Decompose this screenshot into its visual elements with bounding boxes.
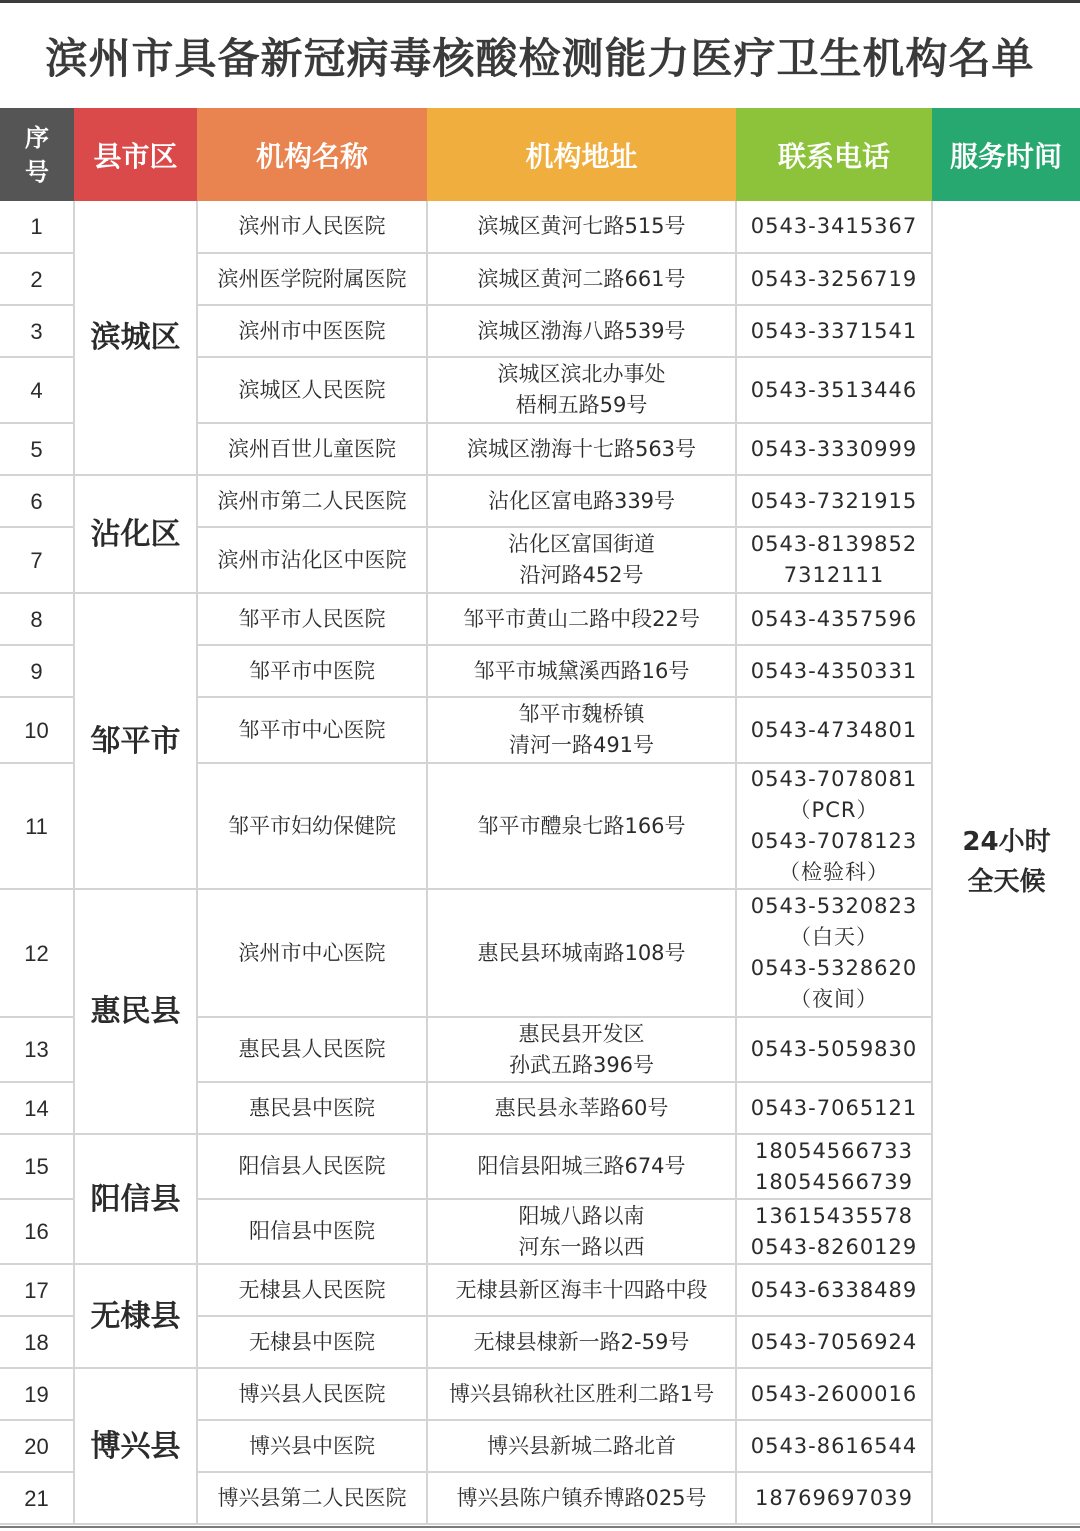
service-time-line: 24小时 <box>962 827 1051 857</box>
institution-name-cell: 邹平市中医院 <box>197 645 427 697</box>
header-contact-phone: 联系电话 <box>736 108 932 201</box>
phone-line: 18054566739 <box>755 1169 913 1194</box>
contact-phone-cell <box>736 1368 932 1420</box>
institution-address-cell <box>427 253 736 305</box>
institution-address-cell <box>427 1472 736 1524</box>
phone-line: 0543-7078123 <box>750 829 918 853</box>
serial-number-cell: 2 <box>0 253 74 305</box>
county-cell: 博兴县 <box>74 1368 197 1524</box>
address-line: 沿河路452号 <box>519 563 644 587</box>
contact-phone-cell <box>736 763 932 889</box>
header-serial-number <box>0 108 74 201</box>
phone-line: 0543-3371541 <box>750 318 918 343</box>
phone-line: 13615435578 <box>755 1203 913 1228</box>
phone-line: 0543-4357596 <box>750 606 918 631</box>
address-line: 惠民县环城南路108号 <box>477 940 686 965</box>
institution-name-cell: 滨州市沾化区中医院 <box>197 527 427 593</box>
address-line: 滨城区滨北办事处 <box>497 362 666 386</box>
institution-name-cell: 惠民县人民医院 <box>197 1017 427 1082</box>
institution-name-cell: 邹平市妇幼保健院 <box>197 763 427 889</box>
phone-line: （白天） <box>790 925 878 949</box>
table-row <box>0 475 1080 527</box>
institution-name-cell: 阳信县人民医院 <box>197 1134 427 1199</box>
institution-address-cell <box>427 697 736 763</box>
address-line: 无棣县棣新一路2-59号 <box>473 1329 690 1354</box>
address-line: 阳信县阳城三路674号 <box>477 1154 686 1178</box>
serial-number-cell: 7 <box>0 527 74 593</box>
institution-address-cell <box>427 593 736 645</box>
phone-line: 0543-8616544 <box>750 1433 918 1458</box>
phone-line: 0543-3256719 <box>750 266 918 291</box>
county-cell: 无棣县 <box>74 1264 197 1368</box>
address-line: 沾化区富电路339号 <box>487 488 676 513</box>
contact-phone-cell <box>736 1264 932 1316</box>
institution-name-cell: 无棣县中医院 <box>197 1316 427 1368</box>
address-line: 河东一路以西 <box>518 1234 645 1259</box>
serial-number-cell: 16 <box>0 1199 74 1264</box>
header-serial-char-1: 序 <box>25 123 49 152</box>
institution-name-cell: 邹平市人民医院 <box>197 593 427 645</box>
contact-phone-cell <box>736 1134 932 1199</box>
institution-name-cell: 滨州市第二人民医院 <box>197 475 427 527</box>
contact-phone-cell <box>736 423 932 475</box>
phone-line: 0543-7321915 <box>750 488 918 513</box>
institution-address-cell <box>427 475 736 527</box>
phone-line: 0543-3513446 <box>750 377 918 402</box>
address-line: 博兴县锦秋社区胜利二路1号 <box>448 1381 715 1406</box>
table-header-row <box>0 108 1080 201</box>
address-line: 阳城八路以南 <box>518 1203 645 1228</box>
table-row <box>0 1368 1080 1420</box>
phone-line: 0543-4734801 <box>750 717 918 742</box>
service-time-cell <box>932 201 1080 1524</box>
serial-number-cell: 11 <box>0 763 74 889</box>
institution-address-cell <box>427 1134 736 1199</box>
phone-line: 0543-5059830 <box>750 1037 918 1061</box>
contact-phone-cell <box>736 527 932 593</box>
contact-phone-cell <box>736 697 932 763</box>
address-line: 清河一路491号 <box>508 733 655 757</box>
institution-name-cell: 无棣县人民医院 <box>197 1264 427 1316</box>
address-line: 滨城区黄河二路661号 <box>477 266 686 291</box>
institution-address-cell <box>427 1420 736 1472</box>
institution-address-cell <box>427 763 736 889</box>
phone-line: 0543-5320823 <box>750 894 918 918</box>
phone-line: 0543-8260129 <box>750 1234 918 1259</box>
address-line: 滨城区渤海十七路563号 <box>466 436 697 461</box>
contact-phone-cell <box>736 253 932 305</box>
table-body <box>0 201 1080 1524</box>
serial-number-cell: 21 <box>0 1472 74 1524</box>
institution-address-cell <box>427 357 736 423</box>
header-institution-name: 机构名称 <box>197 108 427 201</box>
phone-line: 0543-6338489 <box>750 1277 918 1302</box>
top-rule <box>0 0 1080 3</box>
header-county: 县市区 <box>74 108 197 201</box>
contact-phone-cell <box>736 889 932 1017</box>
contact-phone-cell <box>736 1420 932 1472</box>
county-cell: 惠民县 <box>74 889 197 1134</box>
contact-phone-cell <box>736 201 932 253</box>
phone-line: 0543-3415367 <box>750 214 918 238</box>
serial-number-cell: 17 <box>0 1264 74 1316</box>
institution-name-cell: 滨州百世儿童医院 <box>197 423 427 475</box>
institution-name-cell: 博兴县中医院 <box>197 1420 427 1472</box>
contact-phone-cell <box>736 305 932 357</box>
serial-number-cell: 10 <box>0 697 74 763</box>
phone-line: 18769697039 <box>755 1485 913 1510</box>
county-cell: 滨城区 <box>74 201 197 475</box>
header-service-time: 服务时间 <box>932 108 1080 201</box>
address-line: 邹平市黄山二路中段22号 <box>463 606 700 631</box>
contact-phone-cell <box>736 357 932 423</box>
institution-name-cell: 阳信县中医院 <box>197 1199 427 1264</box>
address-line: 滨城区黄河七路515号 <box>477 214 686 238</box>
phone-line: 0543-7056924 <box>750 1329 918 1354</box>
phone-line: （PCR） <box>789 798 879 822</box>
address-line: 沾化区富国街道 <box>508 532 655 556</box>
address-line: 孙武五路396号 <box>508 1052 655 1077</box>
address-line: 邹平市魏桥镇 <box>518 702 645 726</box>
institution-address-cell <box>427 1199 736 1264</box>
phone-line: 0543-5328620 <box>750 956 918 980</box>
address-line: 邹平市醴泉七路166号 <box>477 813 686 838</box>
phone-line: 0543-2600016 <box>750 1381 918 1406</box>
institution-name-cell: 博兴县人民医院 <box>197 1368 427 1420</box>
address-line: 博兴县陈户镇乔博路025号 <box>456 1485 707 1510</box>
table-row <box>0 1134 1080 1199</box>
contact-phone-cell <box>736 475 932 527</box>
address-line: 无棣县新区海丰十四路中段 <box>455 1277 708 1302</box>
table-row <box>0 201 1080 253</box>
address-line: 惠民县永莘路60号 <box>494 1095 669 1120</box>
institution-name-cell: 滨州市中医医院 <box>197 305 427 357</box>
serial-number-cell: 13 <box>0 1017 74 1082</box>
serial-number-cell: 9 <box>0 645 74 697</box>
contact-phone-cell <box>736 1199 932 1264</box>
institution-table <box>0 108 1080 1525</box>
serial-number-cell: 6 <box>0 475 74 527</box>
serial-number-cell: 3 <box>0 305 74 357</box>
institution-address-cell <box>427 527 736 593</box>
county-cell: 邹平市 <box>74 593 197 889</box>
institution-name-cell: 博兴县第二人民医院 <box>197 1472 427 1524</box>
institution-address-cell <box>427 1316 736 1368</box>
address-line: 梧桐五路59号 <box>515 393 648 417</box>
address-line: 滨城区渤海八路539号 <box>477 318 686 343</box>
institution-name-cell: 滨州医学院附属医院 <box>197 253 427 305</box>
serial-number-cell: 20 <box>0 1420 74 1472</box>
county-cell: 阳信县 <box>74 1134 197 1264</box>
institution-name-cell: 滨州市中心医院 <box>197 889 427 1017</box>
contact-phone-cell <box>736 1082 932 1134</box>
table-row <box>0 1264 1080 1316</box>
institution-name-cell: 邹平市中心医院 <box>197 697 427 763</box>
phone-line: 18054566733 <box>755 1138 913 1163</box>
serial-number-cell: 14 <box>0 1082 74 1134</box>
institution-address-cell <box>427 1264 736 1316</box>
serial-number-cell: 15 <box>0 1134 74 1199</box>
header-serial-char-2: 号 <box>25 157 49 186</box>
serial-number-cell: 5 <box>0 423 74 475</box>
contact-phone-cell <box>736 1472 932 1524</box>
institution-address-cell <box>427 1017 736 1082</box>
institution-address-cell <box>427 305 736 357</box>
county-cell: 沾化区 <box>74 475 197 593</box>
phone-line: 7312111 <box>783 563 885 587</box>
address-line: 惠民县开发区 <box>518 1021 645 1046</box>
institution-address-cell <box>427 423 736 475</box>
institution-name-cell: 滨城区人民医院 <box>197 357 427 423</box>
institution-address-cell <box>427 889 736 1017</box>
institution-name-cell: 滨州市人民医院 <box>197 201 427 253</box>
institution-address-cell <box>427 645 736 697</box>
table-row <box>0 593 1080 645</box>
phone-line: （夜间） <box>790 987 878 1011</box>
institution-name-cell: 惠民县中医院 <box>197 1082 427 1134</box>
contact-phone-cell <box>736 593 932 645</box>
contact-phone-cell <box>736 1316 932 1368</box>
institution-address-cell <box>427 1082 736 1134</box>
serial-number-cell: 8 <box>0 593 74 645</box>
serial-number-cell: 1 <box>0 201 74 253</box>
phone-line: （检验科） <box>779 860 889 884</box>
phone-line: 0543-4350331 <box>750 658 918 683</box>
institution-address-cell <box>427 1368 736 1420</box>
serial-number-cell: 18 <box>0 1316 74 1368</box>
serial-number-cell: 4 <box>0 357 74 423</box>
phone-line: 0543-3330999 <box>750 436 918 461</box>
address-line: 博兴县新城二路北首 <box>487 1433 676 1458</box>
header-institution-address: 机构地址 <box>427 108 736 201</box>
serial-number-cell: 12 <box>0 889 74 1017</box>
contact-phone-cell <box>736 1017 932 1082</box>
serial-number-cell: 19 <box>0 1368 74 1420</box>
page-title: 滨州市具备新冠病毒核酸检测能力医疗卫生机构名单 <box>45 34 1035 83</box>
phone-line: 0543-7065121 <box>750 1095 918 1120</box>
phone-line: 0543-7078081 <box>750 767 918 791</box>
address-line: 邹平市城黛溪西路16号 <box>473 658 690 683</box>
service-time-line: 全天候 <box>967 867 1046 897</box>
contact-phone-cell <box>736 645 932 697</box>
phone-line: 0543-8139852 <box>750 532 918 556</box>
institution-address-cell <box>427 201 736 253</box>
bottom-rule <box>0 1526 1080 1528</box>
table-row <box>0 889 1080 1017</box>
